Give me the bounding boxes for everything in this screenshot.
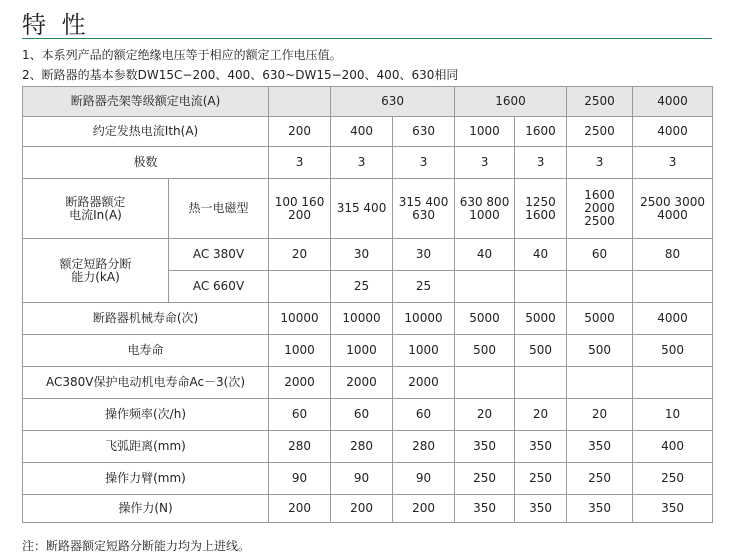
note-1: 1、本系列产品的额定绝缘电压等于相应的额定工作电压值。: [22, 48, 342, 62]
table-cell: 2000: [269, 367, 331, 399]
table-row: [23, 495, 713, 523]
header-frame-1600: 1600: [455, 87, 567, 117]
table-row: [23, 335, 713, 367]
table-cell: 200: [331, 495, 393, 523]
page-title: 特 性: [22, 11, 90, 39]
table-cell: [633, 271, 713, 303]
cell-line: 4000: [657, 207, 688, 222]
table-cell: 350: [515, 431, 567, 463]
table-cell: 90: [331, 463, 393, 495]
table-cell: 250: [455, 463, 515, 495]
table-cell: 80: [633, 239, 713, 271]
table-cell: 1000: [331, 335, 393, 367]
table-cell: 60: [269, 399, 331, 431]
table-cell: 1000: [393, 335, 455, 367]
table-cell: 500: [455, 335, 515, 367]
cell-line: 100 160: [274, 194, 325, 209]
table-cell: [515, 367, 567, 399]
row-label: 飞弧距离(mm): [23, 431, 269, 463]
table-cell: 350: [515, 495, 567, 523]
table-cell: [455, 271, 515, 303]
table-cell: 350: [567, 431, 633, 463]
row-label: 断路器机械寿命(次): [23, 303, 269, 335]
table-cell: [455, 179, 515, 239]
table-cell: 30: [393, 239, 455, 271]
row-sublabel: AC 380V: [169, 239, 269, 271]
table-cell: 5000: [515, 303, 567, 335]
table-cell: 3: [331, 147, 393, 179]
title-divider: [22, 38, 712, 39]
table-cell: 250: [567, 463, 633, 495]
cell-line: 315 400: [398, 194, 449, 209]
table-cell: 3: [269, 147, 331, 179]
table-cell: 3: [393, 147, 455, 179]
table-row: [23, 303, 713, 335]
table-row: [23, 239, 713, 271]
row-label: 操作力(N): [23, 495, 269, 523]
cell-line: 2500: [584, 214, 615, 228]
table-cell: [269, 179, 331, 239]
table-cell: [455, 367, 515, 399]
table-cell: 60: [393, 399, 455, 431]
cell-line: 630: [412, 207, 435, 222]
table-cell: 1000: [269, 335, 331, 367]
table-cell: 40: [515, 239, 567, 271]
table-cell: 250: [633, 463, 713, 495]
table-row: [23, 463, 713, 495]
table-cell: 500: [515, 335, 567, 367]
table-cell: 20: [515, 399, 567, 431]
row-label: [23, 179, 169, 239]
row-label: [23, 239, 169, 303]
table-cell: [633, 367, 713, 399]
table-cell: 20: [455, 399, 515, 431]
table-cell: 280: [331, 431, 393, 463]
table-cell: 5000: [567, 303, 633, 335]
table-cell: 10000: [331, 303, 393, 335]
table-cell: [567, 179, 633, 239]
table-cell: 2000: [393, 367, 455, 399]
table-row: [23, 431, 713, 463]
header-frame-630: 630: [331, 87, 455, 117]
table-cell: 1000: [455, 117, 515, 147]
header-row: [23, 87, 713, 117]
table-cell: 400: [633, 431, 713, 463]
table-row: [23, 399, 713, 431]
cell-line: 200: [288, 207, 311, 222]
table-cell: 200: [269, 117, 331, 147]
table-cell: [393, 179, 455, 239]
cell-line: 630 800: [459, 194, 510, 209]
table-cell: 350: [567, 495, 633, 523]
table-cell: [567, 367, 633, 399]
table-cell: 200: [269, 495, 331, 523]
cell-line: 1000: [469, 207, 500, 222]
footnote: 注：断路器额定短路分断能力均为上进线。: [22, 539, 251, 553]
table-cell: 400: [331, 117, 393, 147]
table-cell: 5000: [455, 303, 515, 335]
row-label-line: 能力(kA): [71, 269, 120, 284]
table-cell: 60: [331, 399, 393, 431]
row-label-line: 额定短路分断: [59, 256, 132, 271]
table-cell: 1600: [515, 117, 567, 147]
row-label: 电寿命: [23, 335, 269, 367]
row-label: 操作力臂(mm): [23, 463, 269, 495]
table-cell: 350: [455, 495, 515, 523]
table-cell: 10000: [393, 303, 455, 335]
cell-line: 2500 3000: [640, 194, 705, 209]
table-cell: 3: [567, 147, 633, 179]
table-row: [23, 367, 713, 399]
row-sublabel: 热一电磁型: [169, 179, 269, 239]
table-cell: 280: [393, 431, 455, 463]
table-cell: 350: [633, 495, 713, 523]
header-frame-4000: 4000: [633, 87, 713, 117]
header-empty-cell: [269, 87, 331, 117]
table-cell: 4000: [633, 303, 713, 335]
header-label: 断路器壳架等级额定电流(A): [23, 87, 269, 117]
row-label: 操作频率(次/h): [23, 399, 269, 431]
cell-line: 315 400: [336, 201, 387, 215]
table-cell: [567, 271, 633, 303]
cell-line: 1600: [525, 207, 556, 222]
table-row: [23, 147, 713, 179]
table-cell: 250: [515, 463, 567, 495]
table-cell: 40: [455, 239, 515, 271]
table-cell: 30: [331, 239, 393, 271]
table-cell: 25: [331, 271, 393, 303]
table-row: [23, 179, 713, 239]
table-cell: 350: [455, 431, 515, 463]
spec-table: [22, 86, 713, 523]
table-cell: 3: [633, 147, 713, 179]
row-label: 约定发热电流Ith(A): [23, 117, 269, 147]
table-cell: 25: [393, 271, 455, 303]
table-cell: [331, 179, 393, 239]
table-cell: 2000: [331, 367, 393, 399]
table-cell: 3: [455, 147, 515, 179]
note-2: 2、断路器的基本参数DW15C−200、400、630~DW15−200、400、630相同: [22, 68, 459, 82]
table-cell: 20: [269, 239, 331, 271]
table-cell: 60: [567, 239, 633, 271]
header-frame-2500: 2500: [567, 87, 633, 117]
table-cell: 10: [633, 399, 713, 431]
table-cell: [269, 271, 331, 303]
table-cell: 90: [269, 463, 331, 495]
row-label: AC380V保护电动机电寿命Ac－3(次): [23, 367, 269, 399]
table-cell: 90: [393, 463, 455, 495]
table-cell: 3: [515, 147, 567, 179]
table-cell: [515, 179, 567, 239]
row-label-line: 电流In(A): [69, 207, 122, 222]
cell-line: 1250: [525, 194, 556, 209]
table-cell: 4000: [633, 117, 713, 147]
table-cell: 10000: [269, 303, 331, 335]
table-cell: 20: [567, 399, 633, 431]
cell-line: 1600 2000: [584, 188, 615, 215]
table-cell: 280: [269, 431, 331, 463]
row-label: 极数: [23, 147, 269, 179]
table-cell: 630: [393, 117, 455, 147]
table-cell: [633, 179, 713, 239]
table-cell: 200: [393, 495, 455, 523]
table-row: [23, 117, 713, 147]
table-cell: [515, 271, 567, 303]
row-label-line: 断路器额定: [65, 194, 126, 209]
table-cell: 2500: [567, 117, 633, 147]
table-cell: 500: [567, 335, 633, 367]
table-cell: 500: [633, 335, 713, 367]
row-sublabel: AC 660V: [169, 271, 269, 303]
